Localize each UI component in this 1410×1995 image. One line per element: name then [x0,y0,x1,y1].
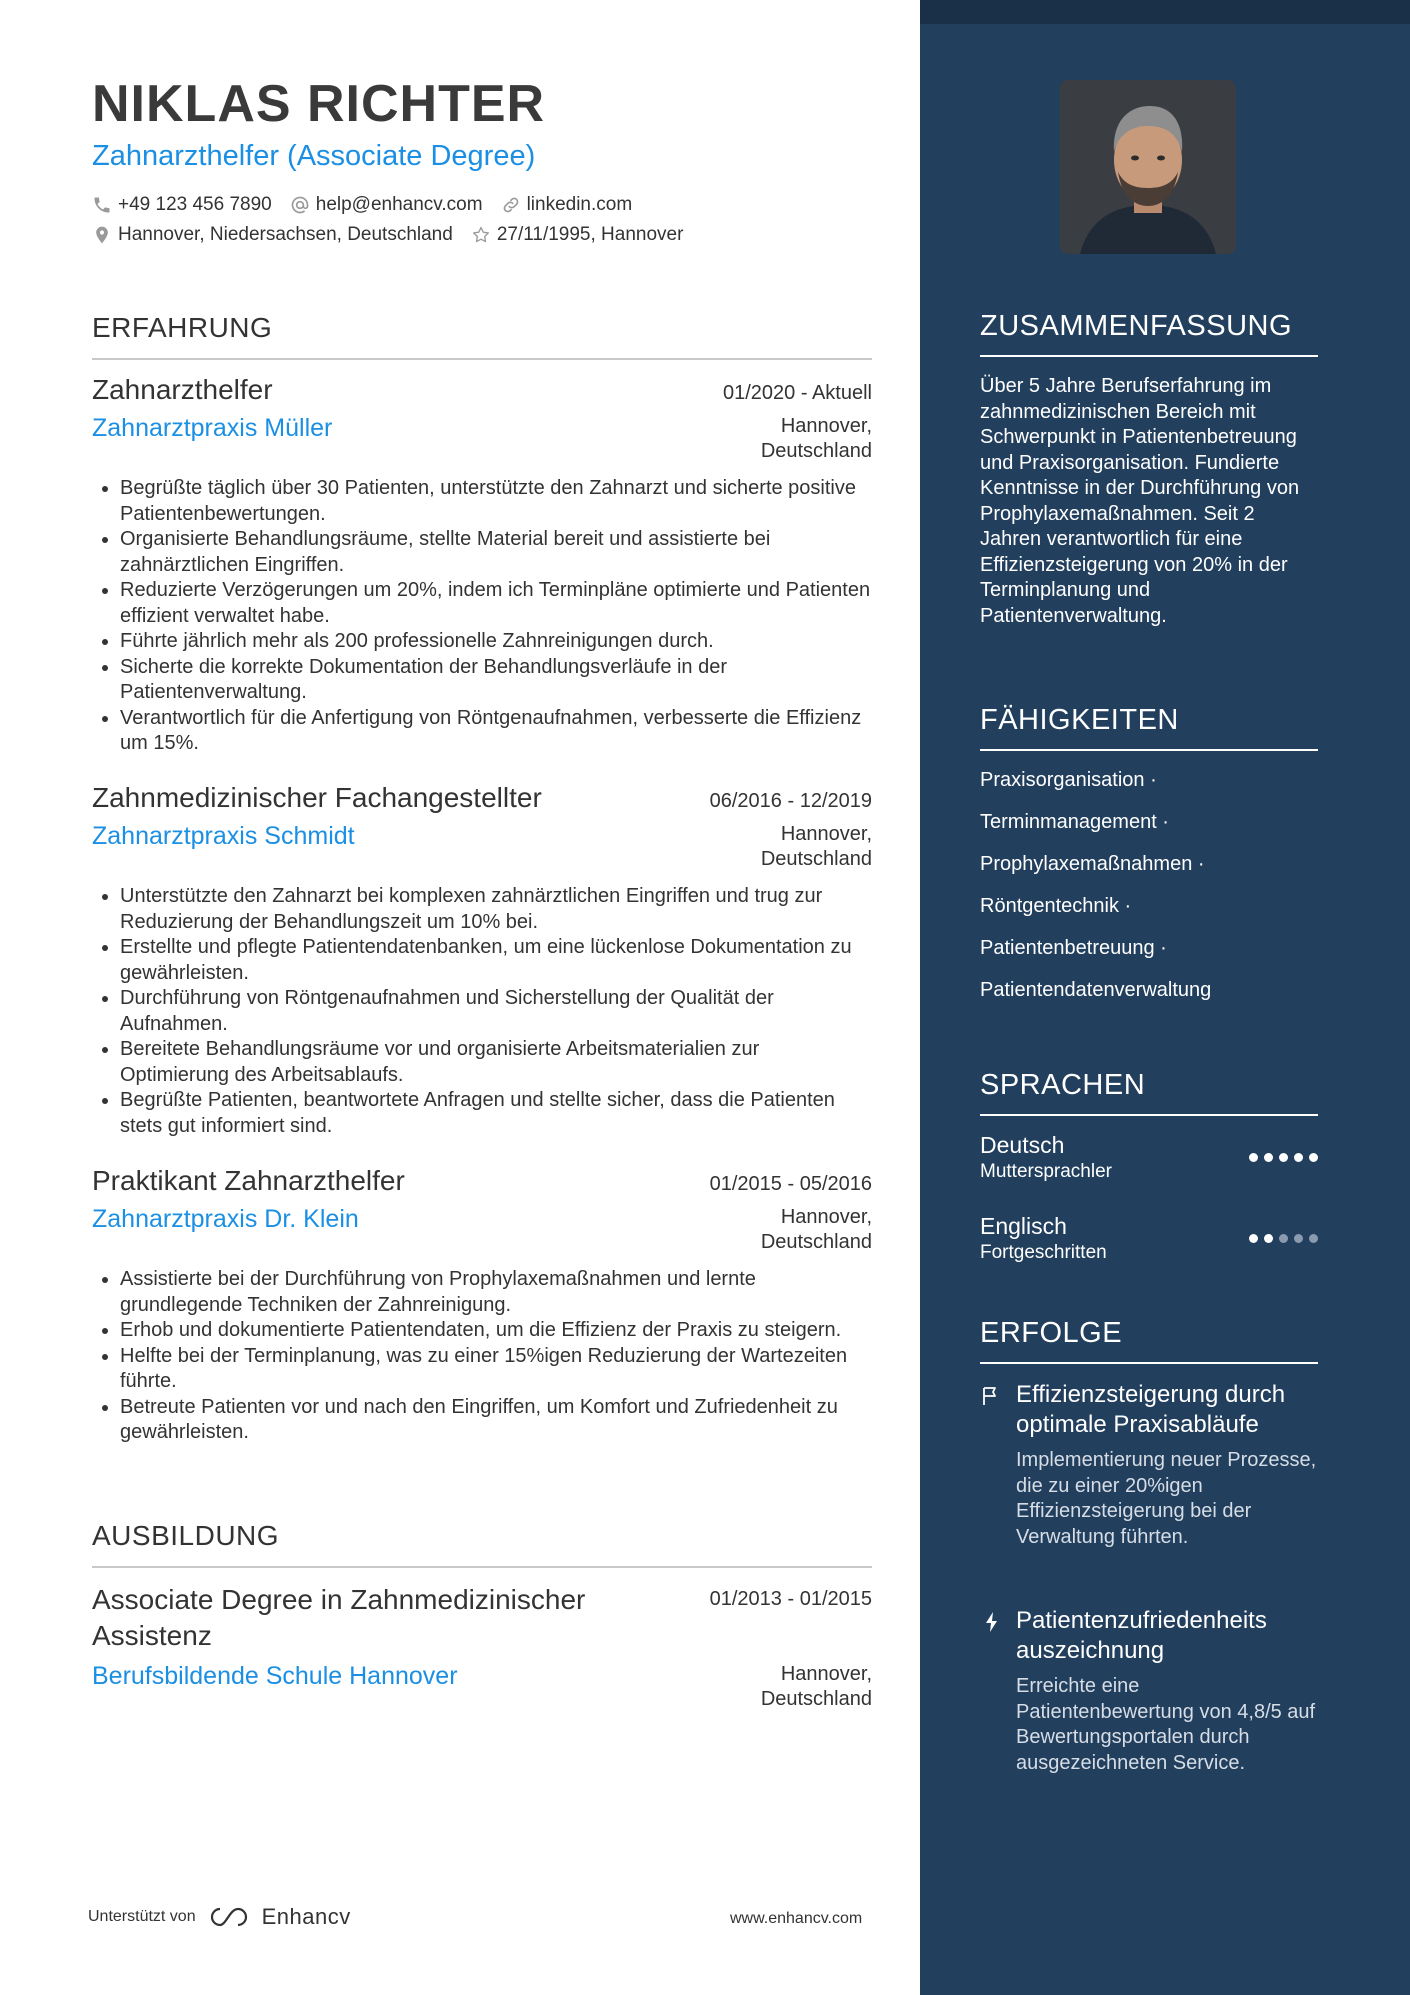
achievement-title: Effizienzsteigerung durch optimale Praxisabläufe [1016,1381,1286,1438]
languages-heading: SPRACHEN [980,1069,1318,1116]
language-item-deutsch [980,1132,1318,1183]
rating-dot-filled [1249,1153,1258,1162]
lightning-icon [980,1610,1004,1634]
job-bullet: • Erstellte und pflegte Patientendatenbanken, um eine lückenlose Dokumentation zu gewährleisten. [120,935,872,986]
job-bullets [92,884,872,1139]
degree-dates: 01/2013 - 01/2015 [709,1588,872,1610]
language-rating [1243,1153,1318,1162]
skills-list [980,766,1320,1018]
language-item-englisch [980,1213,1318,1264]
star-icon [471,225,491,245]
job-bullet: • Begrüßte täglich über 30 Patienten, unterstützte den Zahnarzt und sicherte positive Patientenbewertungen. [120,476,872,527]
skill-item: Praxisorganisation · [980,769,1157,791]
job-bullet: • Erhob und dokumentierte Patientendaten, um die Effizienz der Praxis zu steigern. [120,1318,872,1344]
email-item [290,194,483,216]
rating-dot-empty [1294,1234,1303,1243]
language-level: Muttersprachler [980,1161,1112,1182]
language-level: Fortgeschritten [980,1242,1107,1263]
job-3 [92,1165,872,1446]
link-icon [501,195,521,215]
job-title: Praktikant Zahnarzthelfer [92,1165,405,1196]
achievements-heading: ERFOLGE [980,1317,1318,1364]
birth-item [471,224,684,246]
skill-item: Terminmanagement · [980,811,1169,833]
job-location: Hannover, Deutschland [760,415,872,462]
language-rating [1243,1234,1318,1243]
experience-heading: ERFAHRUNG [92,312,872,360]
degree-title: Associate Degree in Zahnmedizinischer Assistenz [92,1584,586,1651]
job-bullet: • Begrüßte Patienten, beantwortete Anfragen und stellte sicher, dass die Patienten stets gut informiert sind. [120,1088,872,1139]
job-bullets [92,1267,872,1446]
job-company: Zahnarztpraxis Müller [92,414,333,442]
skill-item: Röntgentechnik · [980,895,1132,917]
website-item [501,194,633,216]
job-bullet: • Verantwortlich für die Anfertigung von Röntgenaufnahmen, verbesserte die Effizienz um 15%. [120,706,872,757]
job-title: Zahnarzthelfer [92,374,273,405]
achievement-desc: Implementierung neuer Prozesse, die zu einer 20%igen Effizienzsteigerung bei der Verwaltung führten. [1016,1449,1317,1548]
education-heading: AUSBILDUNG [92,1520,872,1568]
sidebar-topbar [920,0,1410,24]
job-bullet: • Unterstützte den Zahnarzt bei komplexen zahnärztlichen Eingriffen und trug zur Reduzierung der Behandlungszeit um 10% bei. [120,884,872,935]
job-dates: 01/2015 - 05/2016 [709,1173,872,1195]
candidate-headline: Zahnarzthelfer (Associate Degree) [92,140,536,172]
enhancv-logo-icon [206,1904,254,1930]
job-bullet: • Sicherte die korrekte Dokumentation der Behandlungsverläufe in der Patientenverwaltung. [120,655,872,706]
phone-item [92,194,272,216]
skill-item: Prophylaxemaßnahmen · [980,853,1205,875]
job-dates: 06/2016 - 12/2019 [709,790,872,812]
job-location: Hannover, Deutschland [760,1206,872,1253]
job-bullet: • Assistierte bei der Durchführung von Prophylaxemaßnahmen und lernte grundlegende Techniken der Zahnreinigung. [120,1267,872,1318]
contact-row-1 [92,194,650,216]
rating-dot-filled [1279,1153,1288,1162]
rating-dot-filled [1249,1234,1258,1243]
rating-dot-filled [1294,1153,1303,1162]
summary-heading: ZUSAMMENFASSUNG [980,310,1318,357]
job-bullet: • Betreute Patienten vor und nach den Eingriffen, um Komfort und Zufriedenheit zu gewährleisten. [120,1395,872,1446]
rating-dot-empty [1279,1234,1288,1243]
powered-label: Unterstützt von [88,1908,196,1925]
summary-text: Über 5 Jahre Berufserfahrung im zahnmedizinischen Bereich mit Schwerpunkt in Patientenbetreuung und Praxisorganisation. Fundierte Kenntnisse in der Durchführung von Prophylaxemaßnahmen. Seit 2 Jahren verantwortlich für eine Effizienzsteigerung von 20% in der Terminplanung und Patientenverwaltung. [980,375,1300,627]
job-company: Zahnarztpraxis Schmidt [92,822,355,850]
job-bullet: • Organisierte Behandlungsräume, stellte Material bereit und assistierte bei zahnärztlichen Eingriffen. [120,527,872,578]
rating-dot-filled [1264,1234,1273,1243]
job-bullet: • Helfte bei der Terminplanung, was zu einer 15%igen Reduzierung der Wartezeiten führte. [120,1344,872,1395]
footer-url[interactable]: www.enhancv.com [730,1910,863,1927]
rating-dot-empty [1309,1234,1318,1243]
at-icon [290,195,310,215]
job-1 [92,374,872,757]
candidate-name: NIKLAS RICHTER [92,75,546,133]
email-text[interactable]: help@enhancv.com [315,194,483,215]
skill-item: Patientendatenverwaltung [980,979,1212,1001]
flag-icon [980,1384,1004,1408]
website-text[interactable]: linkedin.com [526,194,633,215]
profile-photo [1060,80,1236,254]
achievement-item [980,1606,1320,1776]
achievement-desc: Erreichte eine Patientenbewertung von 4,8/5 auf Bewertungsportalen durch ausgezeichneten Service. [1016,1675,1316,1774]
achievement-item [980,1380,1320,1550]
brand-name: Enhancv [261,1904,351,1929]
avatar-illustration [1060,80,1236,254]
language-name: Deutsch [980,1132,1065,1158]
job-bullet: • Bereitete Behandlungsräume vor und organisierte Arbeitsmaterialien zur Optimierung des Arbeitsablaufs. [120,1037,872,1088]
job-dates: 01/2020 - Aktuell [723,382,872,404]
school-location: Hannover, Deutschland [760,1663,872,1710]
birth-text: 27/11/1995, Hannover [496,224,684,245]
job-company: Zahnarztpraxis Dr. Klein [92,1205,359,1233]
rating-dot-filled [1264,1153,1273,1162]
job-bullet: • Durchführung von Röntgenaufnahmen und Sicherstellung der Qualität der Aufnahmen. [120,986,872,1037]
location-text: Hannover, Niedersachsen, Deutschland [118,224,453,245]
rating-dot-filled [1309,1153,1318,1162]
education-entry [92,1582,872,1712]
job-bullet: • Reduzierte Verzögerungen um 20%, indem ich Terminpläne optimierte und Patienten effizient verwaltet habe. [120,578,872,629]
job-bullets [92,476,872,757]
contact-row-2 [92,224,701,246]
job-title: Zahnmedizinischer Fachangestellter [92,782,542,813]
footer-powered [88,1904,351,1930]
job-bullet: • Führte jährlich mehr als 200 professionelle Zahnreinigungen durch. [120,629,872,655]
phone-text: +49 123 456 7890 [118,194,272,215]
school-name: Berufsbildende Schule Hannover [92,1662,458,1690]
phone-icon [92,195,112,215]
job-location: Hannover, Deutschland [760,823,872,870]
location-item [92,224,453,246]
skills-heading: FÄHIGKEITEN [980,704,1318,751]
achievement-title: Patientenzufriedenheits auszeichnung [1016,1607,1267,1664]
language-name: Englisch [980,1213,1067,1239]
skill-item: Patientenbetreuung · [980,937,1167,959]
location-pin-icon [92,225,112,245]
job-2 [92,782,872,1139]
